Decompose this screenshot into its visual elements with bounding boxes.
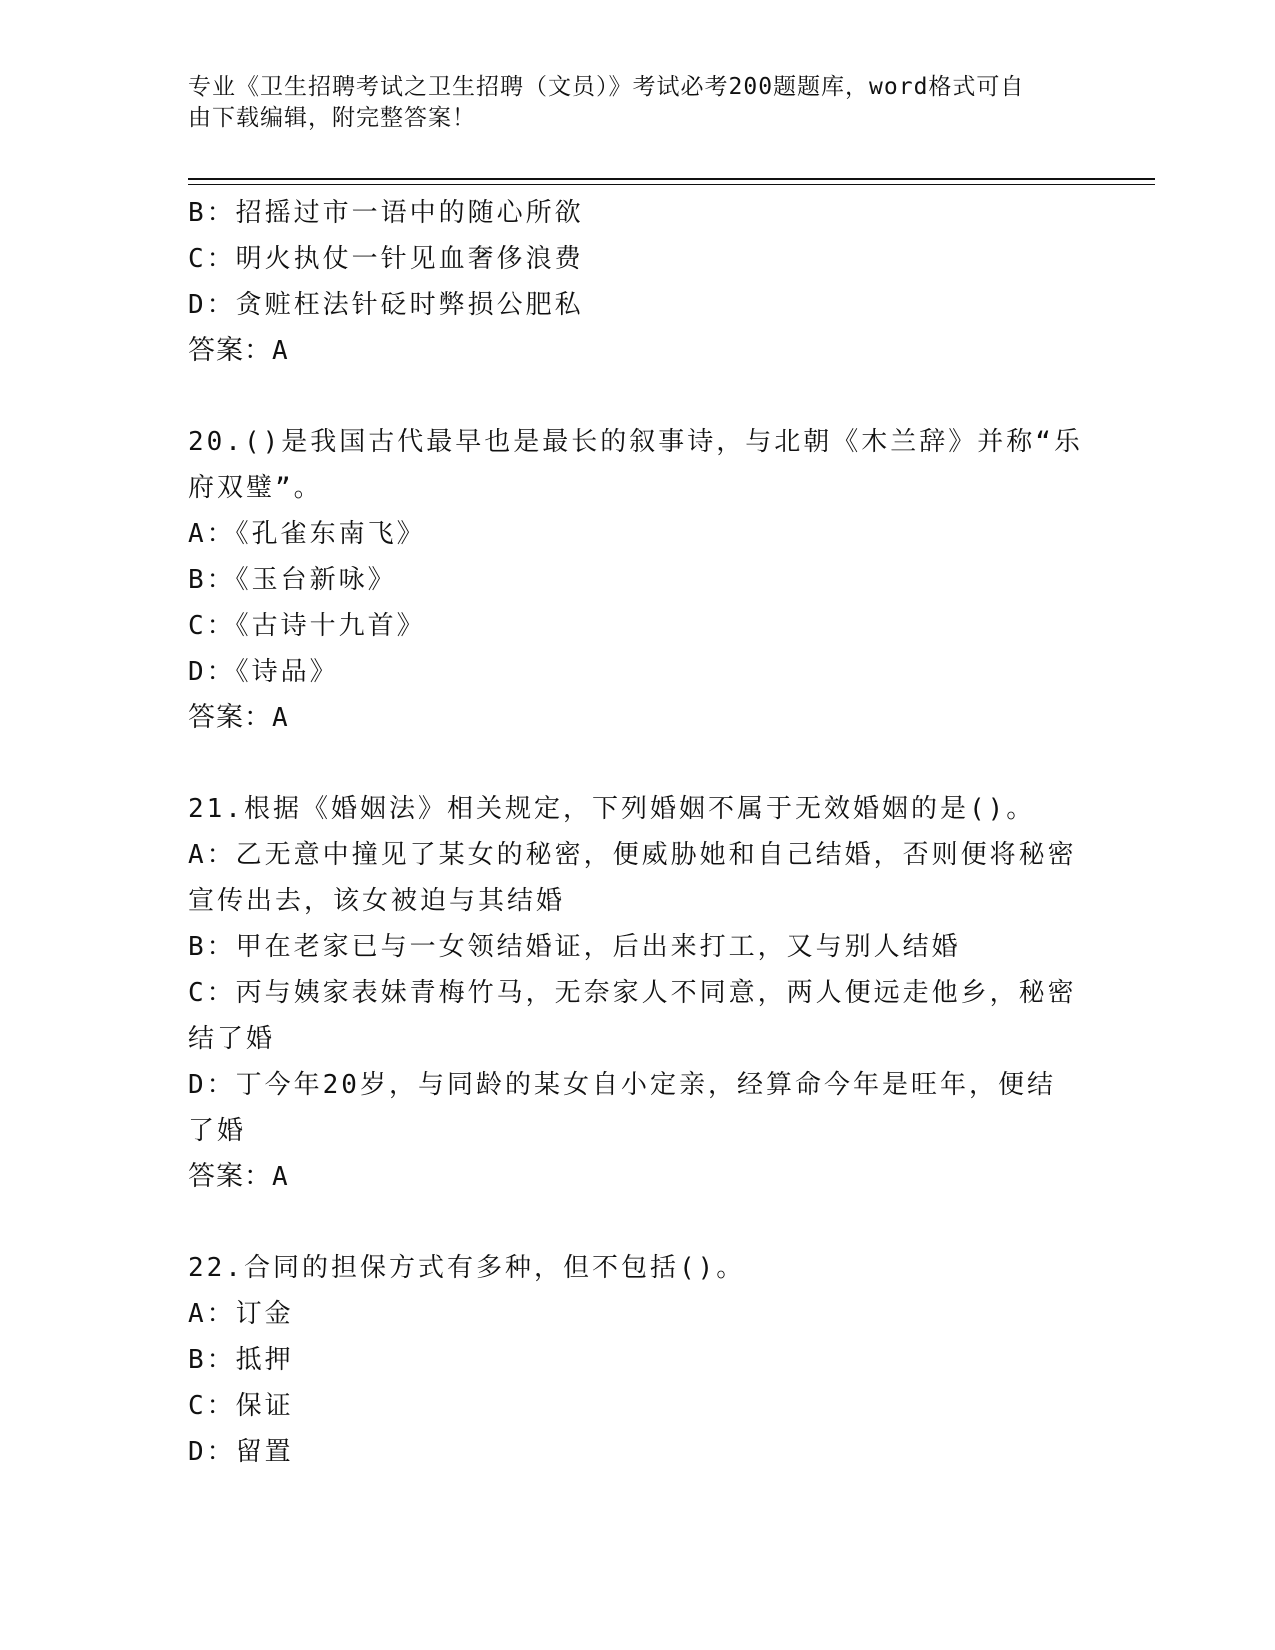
q21-answer-value: A [272, 1162, 289, 1192]
header-divider-thin [188, 184, 1155, 185]
question-20-line-2: 府双璧”。 [188, 473, 323, 503]
header-line-2: 由下载编辑，附完整答案！ [188, 105, 476, 131]
answer-label: 答案： [188, 335, 272, 366]
q20-answer-label: 答案： [188, 702, 272, 733]
document-header [188, 72, 1088, 134]
q22-option-b: B：抵押 [188, 1345, 294, 1375]
q22-option-a: A：订金 [188, 1299, 294, 1329]
header-divider-thick [188, 178, 1155, 180]
q20-answer [188, 695, 1088, 741]
q21-option-line-1: A：乙无意中撞见了某女的秘密，便威胁她和自己结婚，否则便将秘密 [188, 840, 1077, 870]
answer-value: A [272, 336, 289, 366]
q22-option-c: C：保证 [188, 1391, 294, 1421]
q20-option-a: A：《孔雀东南飞》 [188, 519, 426, 549]
q21-option-line-3: B：甲在老家已与一女领结婚证，后出来打工，又与别人结婚 [188, 932, 961, 962]
q20-option-b: B：《玉台新咏》 [188, 565, 397, 595]
option-c: C：明火执仗一针见血奢侈浪费 [188, 244, 584, 274]
header-line-1: 专业《卫生招聘考试之卫生招聘（文员）》考试必考200题题库，word格式可自 [188, 74, 1025, 100]
option-d: D：贪赃枉法针砭时弊损公肥私 [188, 290, 584, 320]
q20-option-c: C：《古诗十九首》 [188, 611, 426, 641]
q20-answer-value: A [272, 703, 289, 733]
option-b: B：招摇过市一语中的随心所欲 [188, 198, 584, 228]
q20-option-d: D：《诗品》 [188, 657, 339, 687]
question-21: 21.根据《婚姻法》相关规定，下列婚姻不属于无效婚姻的是()。 [188, 794, 1036, 824]
q22-option-d: D：留置 [188, 1437, 294, 1467]
q21-option-line-4: C：丙与姨家表妹青梅竹马，无奈家人不同意，两人便远走他乡，秘密 [188, 978, 1077, 1008]
q21-option-line-5: 结了婚 [188, 1024, 276, 1054]
question-22: 22.合同的担保方式有多种，但不包括()。 [188, 1253, 746, 1283]
q21-answer [188, 1154, 1088, 1200]
question-20-line-1: 20.()是我国古代最早也是最长的叙事诗，与北朝《木兰辞》并称“乐 [188, 427, 1083, 457]
document-content [188, 190, 1088, 1475]
answer [188, 328, 1088, 374]
q21-option-line-6: D：丁今年20岁，与同龄的某女自小定亲，经算命今年是旺年，便结 [188, 1070, 1056, 1100]
q21-option-line-7: 了婚 [188, 1116, 247, 1146]
q21-option-line-2: 宣传出去，该女被迫与其结婚 [188, 886, 566, 916]
q21-answer-label: 答案： [188, 1161, 272, 1192]
